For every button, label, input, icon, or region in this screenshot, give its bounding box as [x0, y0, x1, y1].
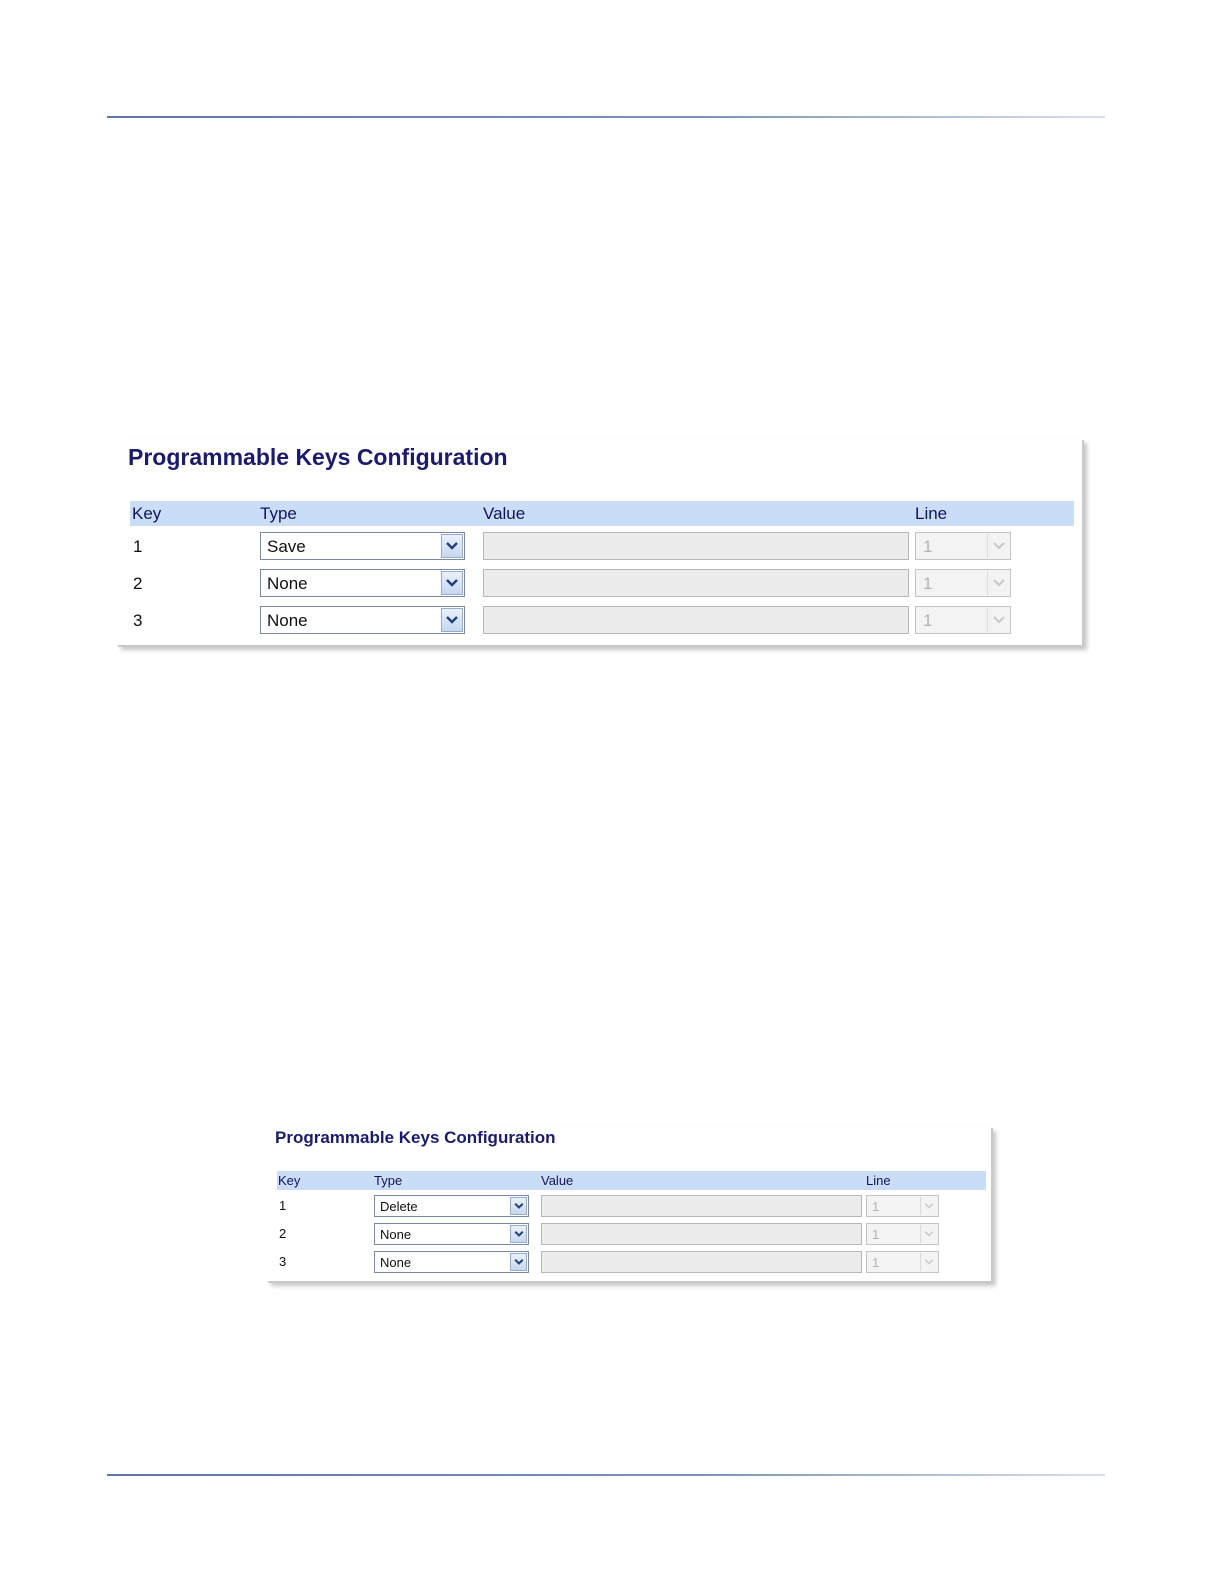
type-select[interactable]	[374, 1251, 529, 1273]
line-select-value: 1	[923, 611, 933, 630]
type-select-value: Delete	[380, 1199, 418, 1214]
column-header-type: Type	[374, 1173, 403, 1188]
value-field[interactable]	[483, 606, 909, 634]
value-field[interactable]	[541, 1223, 862, 1245]
top-divider	[107, 116, 1105, 118]
column-header-key: Key	[278, 1173, 301, 1188]
line-select-value: 1	[872, 1227, 880, 1242]
chevron-down-icon[interactable]	[920, 1197, 937, 1215]
key-number: 1	[279, 1198, 287, 1213]
line-select[interactable]	[915, 569, 1011, 597]
programmable-keys-panel-2	[268, 1128, 993, 1283]
value-field[interactable]	[541, 1251, 862, 1273]
chevron-down-icon[interactable]	[920, 1225, 937, 1243]
chevron-down-icon[interactable]	[510, 1197, 527, 1215]
column-header-value: Value	[483, 504, 526, 523]
type-select-value: None	[267, 611, 308, 630]
line-select[interactable]	[866, 1223, 939, 1245]
panel-title: Programmable Keys Configuration	[275, 1128, 556, 1147]
panel-title: Programmable Keys Configuration	[128, 444, 508, 470]
key-number: 3	[133, 611, 143, 630]
chevron-down-icon[interactable]	[441, 571, 463, 595]
line-select[interactable]	[915, 532, 1011, 560]
value-field[interactable]	[541, 1195, 862, 1217]
type-select-value: None	[267, 574, 308, 593]
column-header-line: Line	[866, 1173, 891, 1188]
chevron-down-icon[interactable]	[920, 1253, 937, 1271]
type-select[interactable]	[260, 606, 465, 634]
line-select-value: 1	[872, 1199, 880, 1214]
key-number: 3	[279, 1254, 287, 1269]
value-field[interactable]	[483, 569, 909, 597]
line-select-value: 1	[872, 1255, 880, 1270]
column-header-line: Line	[915, 504, 948, 523]
chevron-down-icon[interactable]	[510, 1225, 527, 1243]
chevron-down-icon[interactable]	[987, 571, 1009, 595]
key-number: 2	[133, 574, 143, 593]
chevron-down-icon[interactable]	[441, 608, 463, 632]
line-select-value: 1	[923, 574, 933, 593]
chevron-down-icon[interactable]	[987, 534, 1009, 558]
column-header-value: Value	[541, 1173, 574, 1188]
type-select[interactable]	[260, 532, 465, 560]
line-select-value: 1	[923, 537, 933, 556]
type-select-value: Save	[267, 537, 306, 556]
type-select[interactable]	[374, 1223, 529, 1245]
type-select[interactable]	[260, 569, 465, 597]
column-header-key: Key	[132, 504, 162, 523]
key-number: 1	[133, 537, 143, 556]
bottom-divider	[107, 1474, 1105, 1476]
programmable-keys-panel-1	[118, 440, 1084, 647]
type-select[interactable]	[374, 1195, 529, 1217]
type-select-value: None	[380, 1227, 412, 1242]
chevron-down-icon[interactable]	[441, 534, 463, 558]
chevron-down-icon[interactable]	[510, 1253, 527, 1271]
column-header-type: Type	[260, 504, 297, 523]
chevron-down-icon[interactable]	[987, 608, 1009, 632]
type-select-value: None	[380, 1255, 412, 1270]
line-select[interactable]	[915, 606, 1011, 634]
key-number: 2	[279, 1226, 287, 1241]
line-select[interactable]	[866, 1251, 939, 1273]
value-field[interactable]	[483, 532, 909, 560]
line-select[interactable]	[866, 1195, 939, 1217]
